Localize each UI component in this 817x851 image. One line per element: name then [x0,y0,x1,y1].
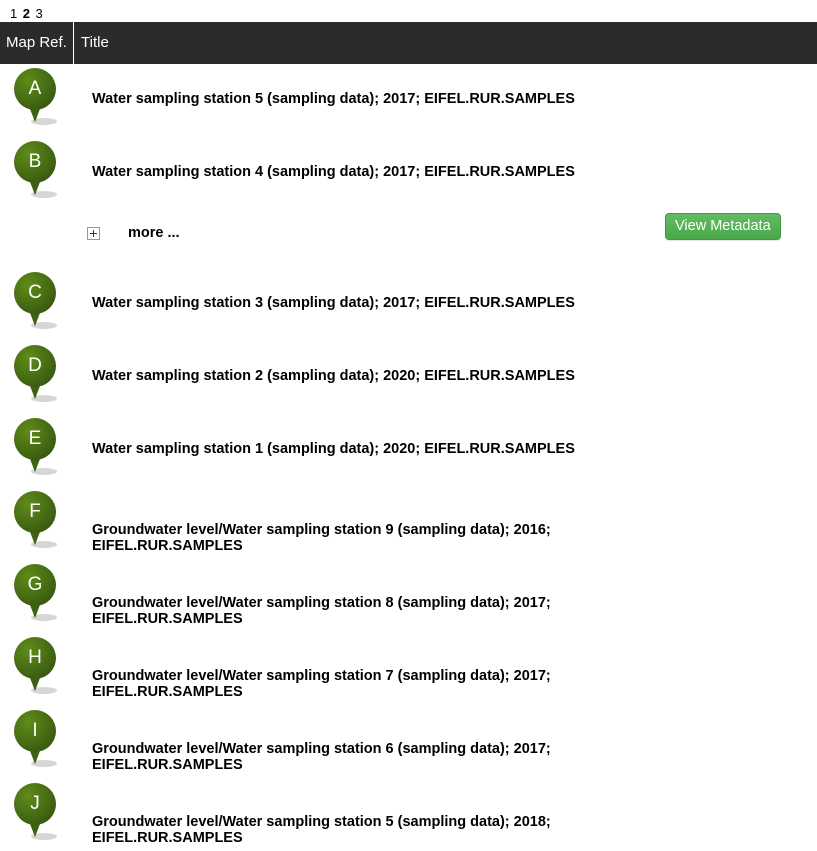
row-title[interactable]: Groundwater level/Water sampling station 7 (sampling data); 2017; EIFEL.RUR.SAMPLES [92,668,551,700]
map-marker-shadow [31,118,57,125]
map-marker-shadow [31,191,57,198]
more-label[interactable]: more ... [128,225,180,241]
row-title[interactable]: Groundwater level/Water sampling station 9 (sampling data); 2016; EIFEL.RUR.SAMPLES [92,522,551,554]
column-header-title[interactable]: Title [81,34,109,51]
table-row[interactable] [0,779,817,851]
table-row[interactable] [0,633,817,706]
column-header-map-ref[interactable]: Map Ref. [0,22,74,64]
map-marker-shadow [31,541,57,548]
table-row[interactable] [0,487,817,560]
map-marker-label: C [14,272,56,314]
table-row[interactable] [0,414,817,487]
map-marker-icon[interactable] [14,272,60,328]
map-marker-icon[interactable] [14,710,60,766]
table-row[interactable] [0,706,817,779]
pagination-page-1[interactable]: 1 [10,6,18,21]
map-marker-icon[interactable] [14,564,60,620]
map-marker-shadow [31,468,57,475]
map-marker-shadow [31,322,57,329]
map-marker-label: H [14,637,56,679]
table-row[interactable] [0,137,817,210]
map-marker-shadow [31,395,57,402]
map-marker-label: J [14,783,56,825]
map-marker-label: I [14,710,56,752]
row-title[interactable]: Water sampling station 5 (sampling data); 2017; EIFEL.RUR.SAMPLES [92,91,575,107]
plus-box-icon[interactable] [87,227,100,240]
pagination [10,6,48,21]
table-row[interactable] [0,341,817,414]
row-title[interactable]: Groundwater level/Water sampling station 5 (sampling data); 2018; EIFEL.RUR.SAMPLES [92,814,551,846]
map-marker-shadow [31,760,57,767]
map-marker-icon[interactable] [14,345,60,401]
map-marker-label: A [14,68,56,110]
map-marker-label: D [14,345,56,387]
map-marker-icon[interactable] [14,141,60,197]
pagination-page-3[interactable]: 3 [35,6,44,21]
results-table-header [0,22,817,64]
map-marker-label: F [14,491,56,533]
map-marker-shadow [31,687,57,694]
map-marker-icon[interactable] [14,637,60,693]
map-marker-label: G [14,564,56,606]
row-title[interactable]: Water sampling station 3 (sampling data); 2017; EIFEL.RUR.SAMPLES [92,295,575,311]
row-title[interactable]: Water sampling station 2 (sampling data); 2020; EIFEL.RUR.SAMPLES [92,368,575,384]
map-marker-icon[interactable] [14,418,60,474]
map-marker-label: B [14,141,56,183]
table-row[interactable] [0,268,817,341]
row-title[interactable]: Groundwater level/Water sampling station 8 (sampling data); 2017; EIFEL.RUR.SAMPLES [92,595,551,627]
map-marker-icon[interactable] [14,68,60,124]
results-list [0,64,817,851]
map-marker-shadow [31,614,57,621]
map-marker-shadow [31,833,57,840]
map-marker-icon[interactable] [14,783,60,839]
table-row[interactable] [0,64,817,137]
row-title[interactable]: Water sampling station 4 (sampling data); 2017; EIFEL.RUR.SAMPLES [92,164,575,180]
row-title[interactable]: Groundwater level/Water sampling station 6 (sampling data); 2017; EIFEL.RUR.SAMPLES [92,741,551,773]
pagination-page-2[interactable]: 2 [22,6,31,21]
map-marker-label: E [14,418,56,460]
table-row[interactable] [0,560,817,633]
view-metadata-button[interactable]: View Metadata [665,213,781,240]
map-marker-icon[interactable] [14,491,60,547]
row-title[interactable]: Water sampling station 1 (sampling data); 2020; EIFEL.RUR.SAMPLES [92,441,575,457]
